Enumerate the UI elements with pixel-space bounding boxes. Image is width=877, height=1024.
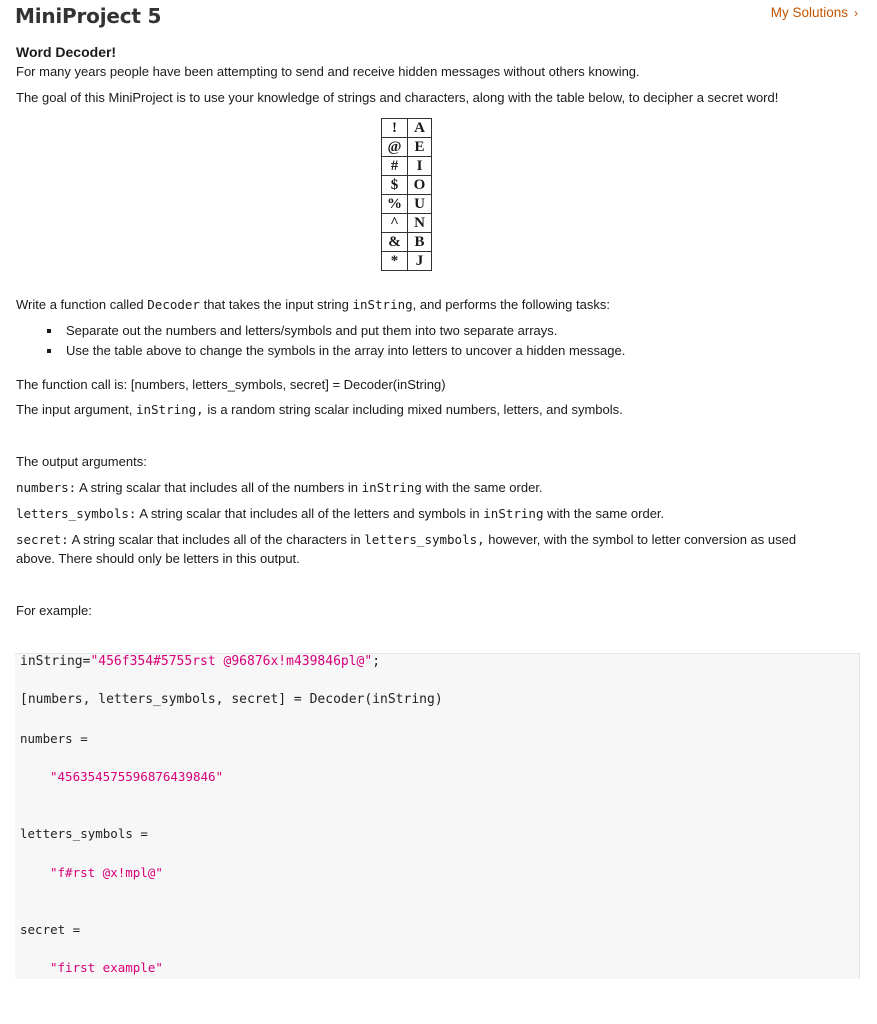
- input-arg: inString,: [135, 402, 204, 417]
- my-solutions-link[interactable]: [771, 5, 858, 20]
- table-row: [382, 119, 432, 138]
- letter-cell: N: [408, 214, 432, 233]
- table-row: [382, 214, 432, 233]
- letter-cell: O: [408, 176, 432, 195]
- outputs-heading: The output arguments:: [16, 454, 147, 469]
- output-letters-symbols-desc: letters_symbols: A string scalar that includes all of the letters and symbols in inString with the same order.: [16, 506, 665, 521]
- function-call-text: The function call is: [numbers, letters_symbols, secret] = Decoder(inString): [16, 377, 446, 392]
- letter-cell: J: [408, 252, 432, 271]
- output-numbers-value: "456354575596876439846": [50, 769, 224, 784]
- symbol-cell: ^: [382, 214, 408, 233]
- output-letters-symbols-label: letters_symbols =: [20, 826, 148, 841]
- symbol-cell: &: [382, 233, 408, 252]
- table-row: [382, 195, 432, 214]
- letter-cell: A: [408, 119, 432, 138]
- symbol-cell: %: [382, 195, 408, 214]
- symbol-cell: !: [382, 119, 408, 138]
- example-heading: For example:: [16, 603, 92, 618]
- letter-cell: E: [408, 138, 432, 157]
- symbol-cell: $: [382, 176, 408, 195]
- table-row: [382, 157, 432, 176]
- symbol-cell: @: [382, 138, 408, 157]
- chevron-right-icon: ›: [854, 6, 858, 20]
- table-row: [382, 252, 432, 271]
- output-numbers-label: numbers =: [20, 731, 88, 746]
- output-numbers-desc: numbers: A string scalar that includes all of the numbers in inString with the same order.: [16, 480, 543, 495]
- table-row: [382, 138, 432, 157]
- function-name: Decoder: [147, 297, 200, 312]
- section-heading: Word Decoder!: [16, 44, 117, 60]
- task-description: Write a function called Decoder that takes the input string inString, and performs the following tasks:: [16, 297, 610, 312]
- output-secret-desc: secret: A string scalar that includes all of the characters in letters_symbols, however, with the symbol to letter conversion as used: [16, 532, 797, 547]
- letter-cell: B: [408, 233, 432, 252]
- code-line-instring: inString="456f354#5755rst @96876x!m439846pl@";: [20, 654, 381, 669]
- output-secret-desc-cont: above. There should only be letters in this output.: [16, 551, 300, 566]
- output-secret-label: secret =: [20, 922, 81, 937]
- intro-line-2: The goal of this MiniProject is to use your knowledge of strings and characters, along with the table below, to decipher a secret word!: [16, 90, 779, 105]
- output-secret-value: "first example": [50, 960, 163, 975]
- task-item: ▪ Separate out the numbers and letters/symbols and put them into two separate arrays.: [62, 321, 625, 341]
- letter-cell: I: [408, 157, 432, 176]
- table-row: [382, 233, 432, 252]
- my-solutions-label: My Solutions: [770, 5, 848, 20]
- task-list: [16, 321, 625, 361]
- intro-line-1: For many years people have been attempting to send and receive hidden messages without others knowing.: [16, 64, 640, 79]
- letter-cell: U: [408, 195, 432, 214]
- symbol-letter-table: [381, 118, 432, 271]
- input-description: The input argument, inString, is a random string scalar including mixed numbers, letters, and symbols.: [16, 402, 623, 417]
- output-letters-symbols-value: "f#rst @x!mpl@": [50, 865, 163, 880]
- page-title: MiniProject 5: [15, 4, 162, 28]
- symbol-cell: #: [382, 157, 408, 176]
- code-line-call: [numbers, letters_symbols, secret] = Decoder(inString): [20, 692, 443, 707]
- symbol-cell: *: [382, 252, 408, 271]
- input-arg: inString: [352, 297, 413, 312]
- table-row: [382, 176, 432, 195]
- task-item: ▪ Use the table above to change the symbols in the array into letters to uncover a hidden message.: [62, 341, 625, 361]
- code-example-block: [15, 653, 860, 979]
